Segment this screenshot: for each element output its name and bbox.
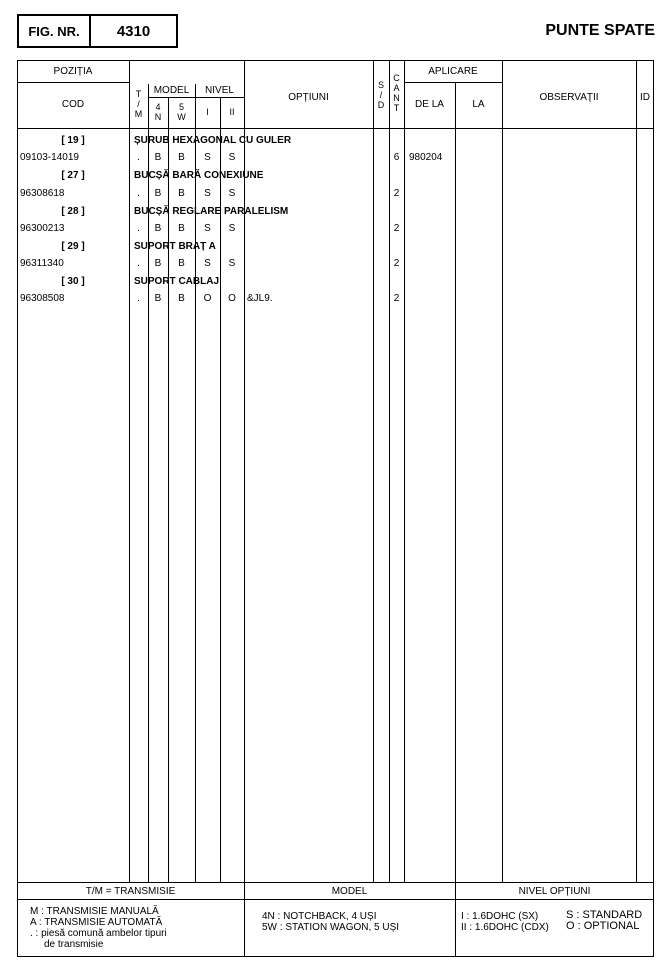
tm-value: . <box>137 152 140 163</box>
model-4n-value: B <box>154 223 162 234</box>
figure-label: FIG. NR. <box>19 16 91 46</box>
part-name: ȘURUB HEXAGONAL CU GULER <box>134 135 292 146</box>
nivel-i-value: O <box>203 293 212 304</box>
part-code: 09103-14019 <box>20 152 79 163</box>
nivel-ii-value: O <box>228 293 236 304</box>
legend-tm-title: T/M = TRANSMISIE <box>85 886 176 897</box>
quantity-value: 2 <box>393 223 400 234</box>
position-number: [ 27 ] <box>61 170 85 181</box>
col-pozitia: POZIȚIA <box>53 66 93 77</box>
tm-value: . <box>137 293 140 304</box>
col-de-la: DE LA <box>415 99 444 110</box>
model-5w-value: B <box>178 258 185 269</box>
col-nivel-i: I <box>206 107 209 117</box>
position-number: [ 30 ] <box>61 276 85 287</box>
part-code: 96308508 <box>20 293 65 304</box>
part-name: BUCȘĂ BARĂ CONEXIUNE <box>134 170 264 181</box>
position-number: [ 28 ] <box>61 206 85 217</box>
col-nivel: NIVEL <box>205 85 234 96</box>
part-code: 96308618 <box>20 188 65 199</box>
tm-value: . <box>137 223 140 234</box>
col-cod: COD <box>61 99 85 110</box>
legend-model-title: MODEL <box>331 886 368 897</box>
figure-number-box <box>17 14 178 48</box>
legend-tm: M : TRANSMISIE MANUALĂ A : TRANSMISIE AUTOMATĂ . : piesă comună ambelor tipuri de transmisie <box>30 906 167 950</box>
part-code: 96311340 <box>20 258 64 269</box>
applied-from-value: 980204 <box>409 152 443 163</box>
model-5w-value: B <box>178 293 185 304</box>
parts-table <box>17 60 654 957</box>
col-model-4n: 4 N <box>154 102 162 122</box>
legend-model: 4N : NOTCHBACK, 4 UȘI 5W : STATION WAGON, 5 UȘI <box>262 911 400 933</box>
tm-value: . <box>137 188 140 199</box>
nivel-ii-value: S <box>228 188 236 199</box>
col-tm: T / M <box>134 89 143 119</box>
col-model: MODEL <box>153 85 190 96</box>
legend-nivel-title: NIVEL OPȚIUNI <box>518 886 591 897</box>
legend-nivel-codes: S : STANDARD O : OPTIONAL <box>566 909 643 932</box>
quantity-value: 2 <box>393 258 400 269</box>
quantity-value: 6 <box>393 152 400 163</box>
model-4n-value: B <box>154 293 162 304</box>
col-sd: S / D <box>377 80 385 110</box>
col-nivel-ii: II <box>229 107 235 117</box>
col-id: ID <box>640 92 650 103</box>
option-value: &JL9. <box>247 293 273 304</box>
model-5w-value: B <box>178 152 185 163</box>
col-la: LA <box>472 99 485 110</box>
part-name: BUCȘĂ REGLARE PARALELISM <box>134 206 289 217</box>
nivel-ii-value: S <box>228 258 236 269</box>
nivel-i-value: S <box>204 188 211 199</box>
position-number: [ 29 ] <box>61 241 85 252</box>
col-model-5w: 5 W <box>177 102 186 122</box>
col-aplicare: APLICARE <box>428 66 478 77</box>
nivel-i-value: S <box>204 152 211 163</box>
quantity-value: 2 <box>393 188 400 199</box>
model-4n-value: B <box>154 152 162 163</box>
part-name: SUPORT CABLAJ <box>134 276 220 287</box>
tm-value: . <box>137 258 140 269</box>
col-optiuni: OPȚIUNI <box>288 92 329 103</box>
nivel-ii-value: S <box>228 223 236 234</box>
model-4n-value: B <box>154 188 162 199</box>
page-title: PUNTE SPATE <box>545 22 655 39</box>
part-name: SUPORT BRAȚ A <box>134 241 216 252</box>
model-4n-value: B <box>154 258 162 269</box>
quantity-value: 2 <box>393 293 400 304</box>
nivel-i-value: S <box>204 223 211 234</box>
position-number: [ 19 ] <box>61 135 85 146</box>
model-5w-value: B <box>178 223 185 234</box>
col-cant: C A N T <box>393 73 400 113</box>
nivel-ii-value: S <box>228 152 236 163</box>
figure-number: 4310 <box>116 22 151 40</box>
model-5w-value: B <box>178 188 185 199</box>
legend-nivel: I : 1.6DOHC (SX) II : 1.6DOHC (CDX) <box>461 911 549 933</box>
nivel-i-value: S <box>204 258 211 269</box>
col-observatii: OBSERVAȚII <box>539 92 599 103</box>
part-code: 96300213 <box>20 223 65 234</box>
